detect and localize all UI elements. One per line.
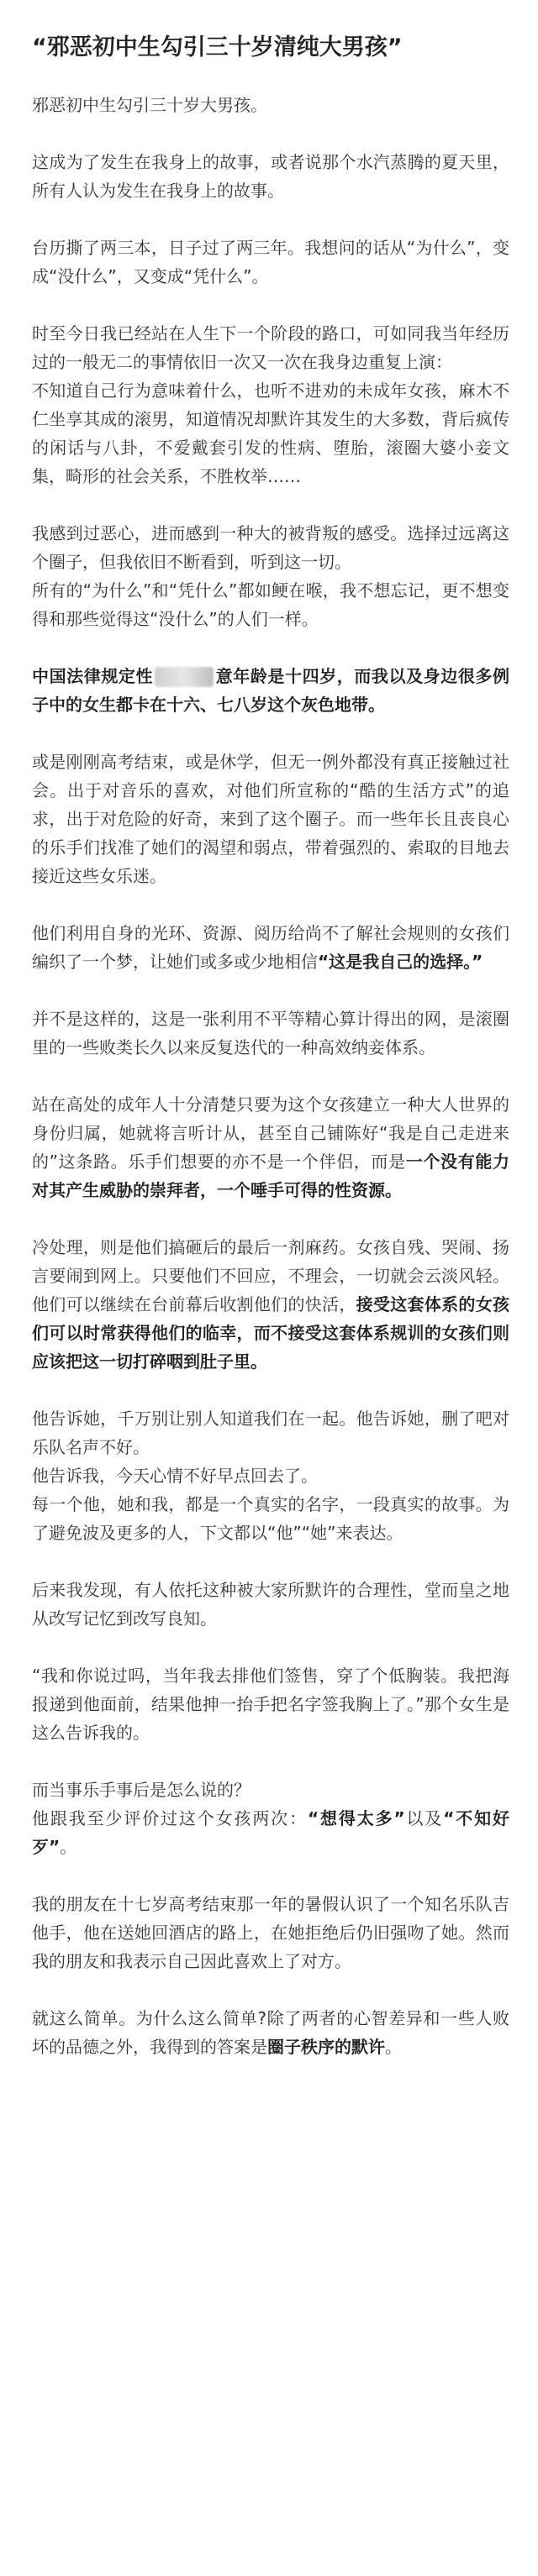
paragraph-10-emphasis: 一个没有能力对其产生威胁的崇拜者，一个唾手可得的性资源。 (32, 1151, 509, 1200)
paragraph-5-a: 我感到过恶心，进而感到一种大的被背叛的感受。选择过远离这个圈子，但我依旧不断看到，听到这一切。 (32, 522, 509, 572)
paragraph-15-b-text: 他跟我至少评价过这个女孩两次： (32, 1807, 309, 1828)
paragraph-5-b: 所有的“为什么”和“凭什么”都如鲠在喉，我不想忘记，更不想变得和那些觉得这“没什么”的人们一样。 (32, 580, 509, 629)
paragraph-1: 邪恶初中生勾引三十岁大男孩。 (32, 94, 267, 115)
paragraph-12-b: 他告诉我，今天心情不好早点回去了。 (32, 1465, 318, 1486)
paragraph-17-end: 。 (385, 2036, 402, 2057)
article-title: “邪恶初中生勾引三十岁清纯大男孩” (32, 34, 403, 60)
paragraph-15-b-end: 。 (60, 1836, 77, 1857)
paragraph-12-a: 他告诉她，千万别让别人知道我们在一起。他告诉她，删了吧对乐队名声不好。 (32, 1408, 509, 1457)
paragraph-6-post: 意年龄是十四岁，而我以及身边很多例子中的女生都卡在十六、七八岁这个灰色地带。 (32, 665, 510, 715)
paragraph-8 (32, 919, 509, 976)
paragraph-11 (32, 1233, 509, 1376)
paragraph-10-text: 站在高处的成年人十分清楚只要为这个女孩建立一种大人世界的身份归属，她就将言听计从，甚至自己铺陈好“我是自己走进来的”这条路。乐手们想要的亦不是一个伴侣，而是 (32, 1094, 509, 1172)
paragraph-15-b (32, 1804, 509, 1861)
paragraph-4 (32, 319, 509, 491)
paragraph-2: 这成为了发生在我身上的故事，或者说那个水汽蒸腾的夏天里，所有人认为发生在我身上的故事。 (32, 151, 509, 201)
paragraph-15 (32, 1776, 509, 1861)
paragraph-10 (32, 1090, 509, 1204)
paragraph-11-text: 冷处理，则是他们搞砸后的最后一剂麻药。女孩自残、哭闹、扬言要闹到网上。只要他们不回应，不理会，一切就会云淡风轻。他们可以继续在台前幕后收割他们的快活， (32, 1236, 509, 1314)
paragraph-17 (32, 2004, 509, 2061)
paragraph-8-text: 他们利用自身的光环、资源、阅历给尚不了解社会规则的女孩们编织了一个梦，让她们或多或少地相信 (32, 922, 509, 972)
paragraph-16: 我的朋友在十七岁高考结束那一年的暑假认识了一个知名乐队吉他手，他在送她回酒店的路上，在她拒绝后仍旧强吻了她。然而我的朋友和我表示自己因此喜欢上了对方。 (32, 1893, 509, 1971)
paragraph-17-text: 就这么简单。为什么这么简单?除了两者的心智差异和一些人败坏的品德之外，我得到的答案是 (32, 2007, 509, 2057)
paragraph-15-a: 而当事乐手事后是怎么说的？ (32, 1779, 251, 1800)
paragraph-8-emphasis: “这是我自己的选择。” (318, 951, 483, 972)
paragraph-7: 或是刚刚高考结束，或是休学，但无一例外都没有真正接触过社会。出于对音乐的喜欢，对他们所宣称的“酷的生活方式”的追求，出于对危险的好奇，来到了这个圈子。而一些年长且丧良心的乐手们找准了她们的渴望和弱点，带着强烈的、索取的目地去接近这些女乐迷。 (32, 751, 509, 886)
paragraph-12-c: 每一个他，她和我，都是一个真实的名字，一段真实的故事。为了避免波及更多的人，下文都以“他”“她”来表达。 (32, 1493, 509, 1543)
paragraph-13: 后来我发现，有人依托这种被大家所默许的合理性，堂而皇之地从改写记忆到改写良知。 (32, 1579, 509, 1629)
quote-ungrateful: “不知好歹” (32, 1807, 509, 1857)
paragraph-17-emphasis: 圈子秩序的默许 (267, 2036, 385, 2057)
paragraph-9: 并不是这样的，这是一张利用不平等精心算计得出的网，是滚圈里的一些败类长久以来反复迭代的一种高效纳妾体系。 (32, 1008, 509, 1057)
paragraph-3: 台历撕了两三本，日子过了两三年。我想问的话从“为什么”，变成“没什么”，又变成“凭什么”。 (32, 237, 509, 286)
paragraph-4-intro: 时至今日我已经站在人生下一个阶段的路口，可如同我当年经历过的一般无二的事情依旧一次又一次在我身边重复上演： (32, 323, 509, 372)
paragraph-6-pre: 中国法律规定性 (32, 665, 154, 686)
paragraph-12 (32, 1404, 509, 1547)
paragraph-6 (32, 662, 509, 719)
paragraph-5 (32, 519, 509, 633)
watermark-blur (155, 667, 214, 687)
paragraph-4-list: 不知道自己行为意味着什么，也听不进劝的未成年女孩，麻木不仁坐享其成的滚男，知道情况却默许其发生的大多数，背后疯传的闲话与八卦，不爱戴套引发的性病、堕胎，滚圈大婆小妾文集，畸形的社会关系，不胜枚举…… (32, 380, 509, 486)
paragraph-11-emphasis: 接受这套体系的女孩们可以时常获得他们的临幸，而不接受这套体系规训的女孩们则应该把这一切打碎咽到肚子里。 (32, 1293, 510, 1372)
paragraph-14: “我和你说过吗，当年我去排他们签售，穿了个低胸装。我把海报递到他面前，结果他抻一抬手把名字签我胸上了。”那个女生是这么告诉我的。 (32, 1665, 509, 1743)
quote-overthinking: “想得太多” (308, 1807, 405, 1828)
paragraph-15-b-and: 以及 (404, 1807, 444, 1828)
